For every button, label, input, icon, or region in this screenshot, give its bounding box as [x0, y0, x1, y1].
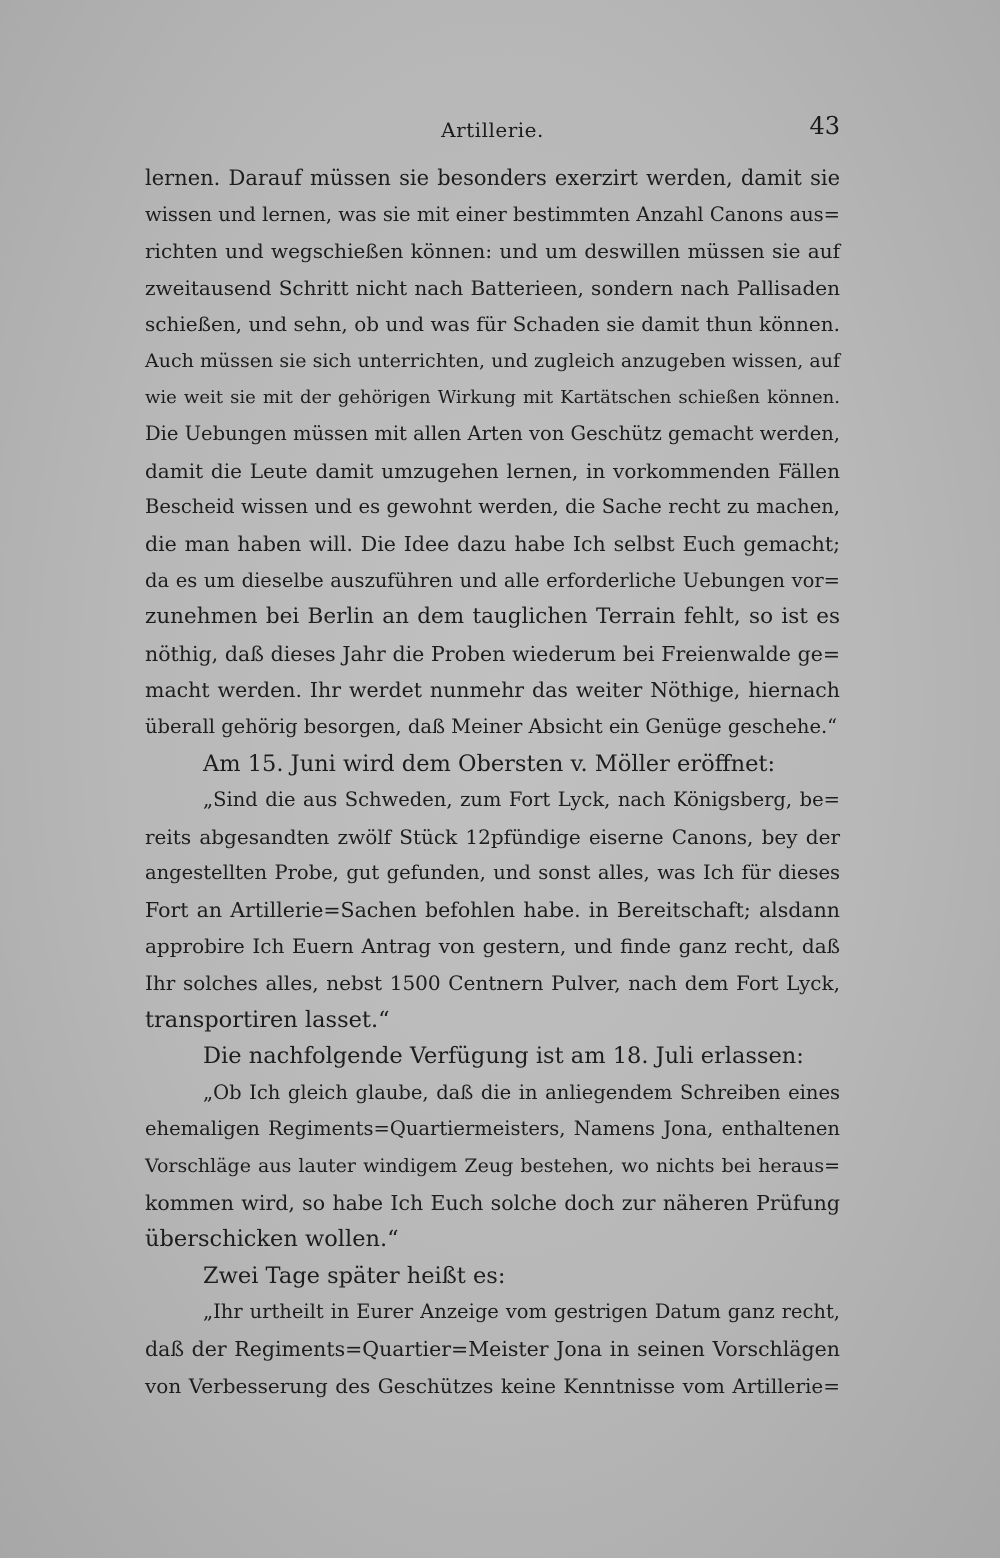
text-line: daß der Regiments=Quartier=Meister Jona in seinen Vorschlägen [145, 1337, 840, 1361]
text-line: zunehmen bei Berlin an dem tauglichen Terrain fehlt, so ist es [145, 604, 840, 630]
text-line: schießen, und sehn, ob und was für Schaden sie damit thun können. [145, 312, 840, 337]
text-line: transportiren lasset.“ [145, 1006, 390, 1033]
text-line: lernen. Darauf müssen sie besonders exerzirt werden, damit sie [145, 166, 840, 190]
page-number: 43 [809, 112, 840, 140]
text-line: wie weit sie mit der gehörigen Wirkung mit Kartätschen schießen können. [145, 386, 840, 408]
text-line: approbire Ich Euern Antrag von gestern, und finde ganz recht, daß [145, 934, 840, 959]
text-line: Die nachfolgende Verfügung ist am 18. Juli erlassen: [203, 1043, 804, 1070]
text-line: Auch müssen sie sich unterrichten, und zugleich anzugeben wissen, auf [145, 349, 840, 372]
text-line: überall gehörig besorgen, daß Meiner Absicht ein Genüge geschehe.“ [145, 714, 838, 738]
page-header [145, 112, 840, 148]
text-line: reits abgesandten zwölf Stück 12pfündige eiserne Canons, bey der [145, 824, 840, 849]
text-line: Ihr solches alles, nebst 1500 Centnern Pulver, nach dem Fort Lyck, [145, 971, 840, 996]
text-line: Zwei Tage später heißt es: [203, 1262, 506, 1289]
text-line: von Verbesserung des Geschützes keine Kenntnisse vom Artillerie= [145, 1373, 840, 1398]
text-line: kommen wird, so habe Ich Euch solche doch zur näheren Prüfung [145, 1190, 840, 1215]
text-line: ehemaligen Regiments=Quartiermeisters, Namens Jona, enthaltenen [145, 1117, 840, 1141]
text-line: damit die Leute damit umzugehen lernen, in vorkommenden Fällen [145, 458, 840, 483]
body-text [145, 160, 840, 1404]
text-line: „Sind die aus Schweden, zum Fort Lyck, nach Königsberg, be= [203, 788, 840, 812]
text-line: da es um dieselbe auszuführen und alle erforderliche Uebungen vor= [145, 568, 840, 592]
text-line: überschicken wollen.“ [145, 1226, 399, 1253]
text-line: Vorschläge aus lauter windigem Zeug bestehen, wo nichts bei heraus= [145, 1155, 840, 1178]
running-title: Artillerie. [441, 118, 544, 142]
text-line: macht werden. Ihr werdet nunmehr das weiter Nöthige, hiernach [145, 678, 840, 703]
text-line: Bescheid wissen und es gewohnt werden, die Sache recht zu machen, [145, 495, 840, 519]
text-line: wissen und lernen, was sie mit einer bestimmten Anzahl Canons aus= [145, 202, 840, 226]
text-line: angestellten Probe, gut gefunden, und sonst alles, was Ich für dieses [145, 861, 840, 885]
text-line: die man haben will. Die Idee dazu habe Ich selbst Euch gemacht; [145, 531, 840, 556]
text-line: nöthig, daß dieses Jahr die Proben wiederum bei Freienwalde ge= [145, 641, 840, 666]
text-line: zweitausend Schritt nicht nach Batterieen, sondern nach Pallisaden [145, 275, 840, 300]
text-line: Fort an Artillerie=Sachen befohlen habe. in Bereitschaft; alsdann [145, 897, 840, 922]
text-line: „Ob Ich gleich glaube, daß die in anliegendem Schreiben eines [203, 1080, 840, 1104]
text-line: „Ihr urtheilt in Eurer Anzeige vom gestrigen Datum ganz recht, [203, 1300, 840, 1324]
text-line: richten und wegschießen können: und um deswillen müssen sie auf [145, 239, 840, 264]
text-line: Die Uebungen müssen mit allen Arten von Geschütz gemacht werden, [145, 422, 840, 446]
text-line: Am 15. Juni wird dem Obersten v. Möller eröffnet: [203, 750, 776, 777]
